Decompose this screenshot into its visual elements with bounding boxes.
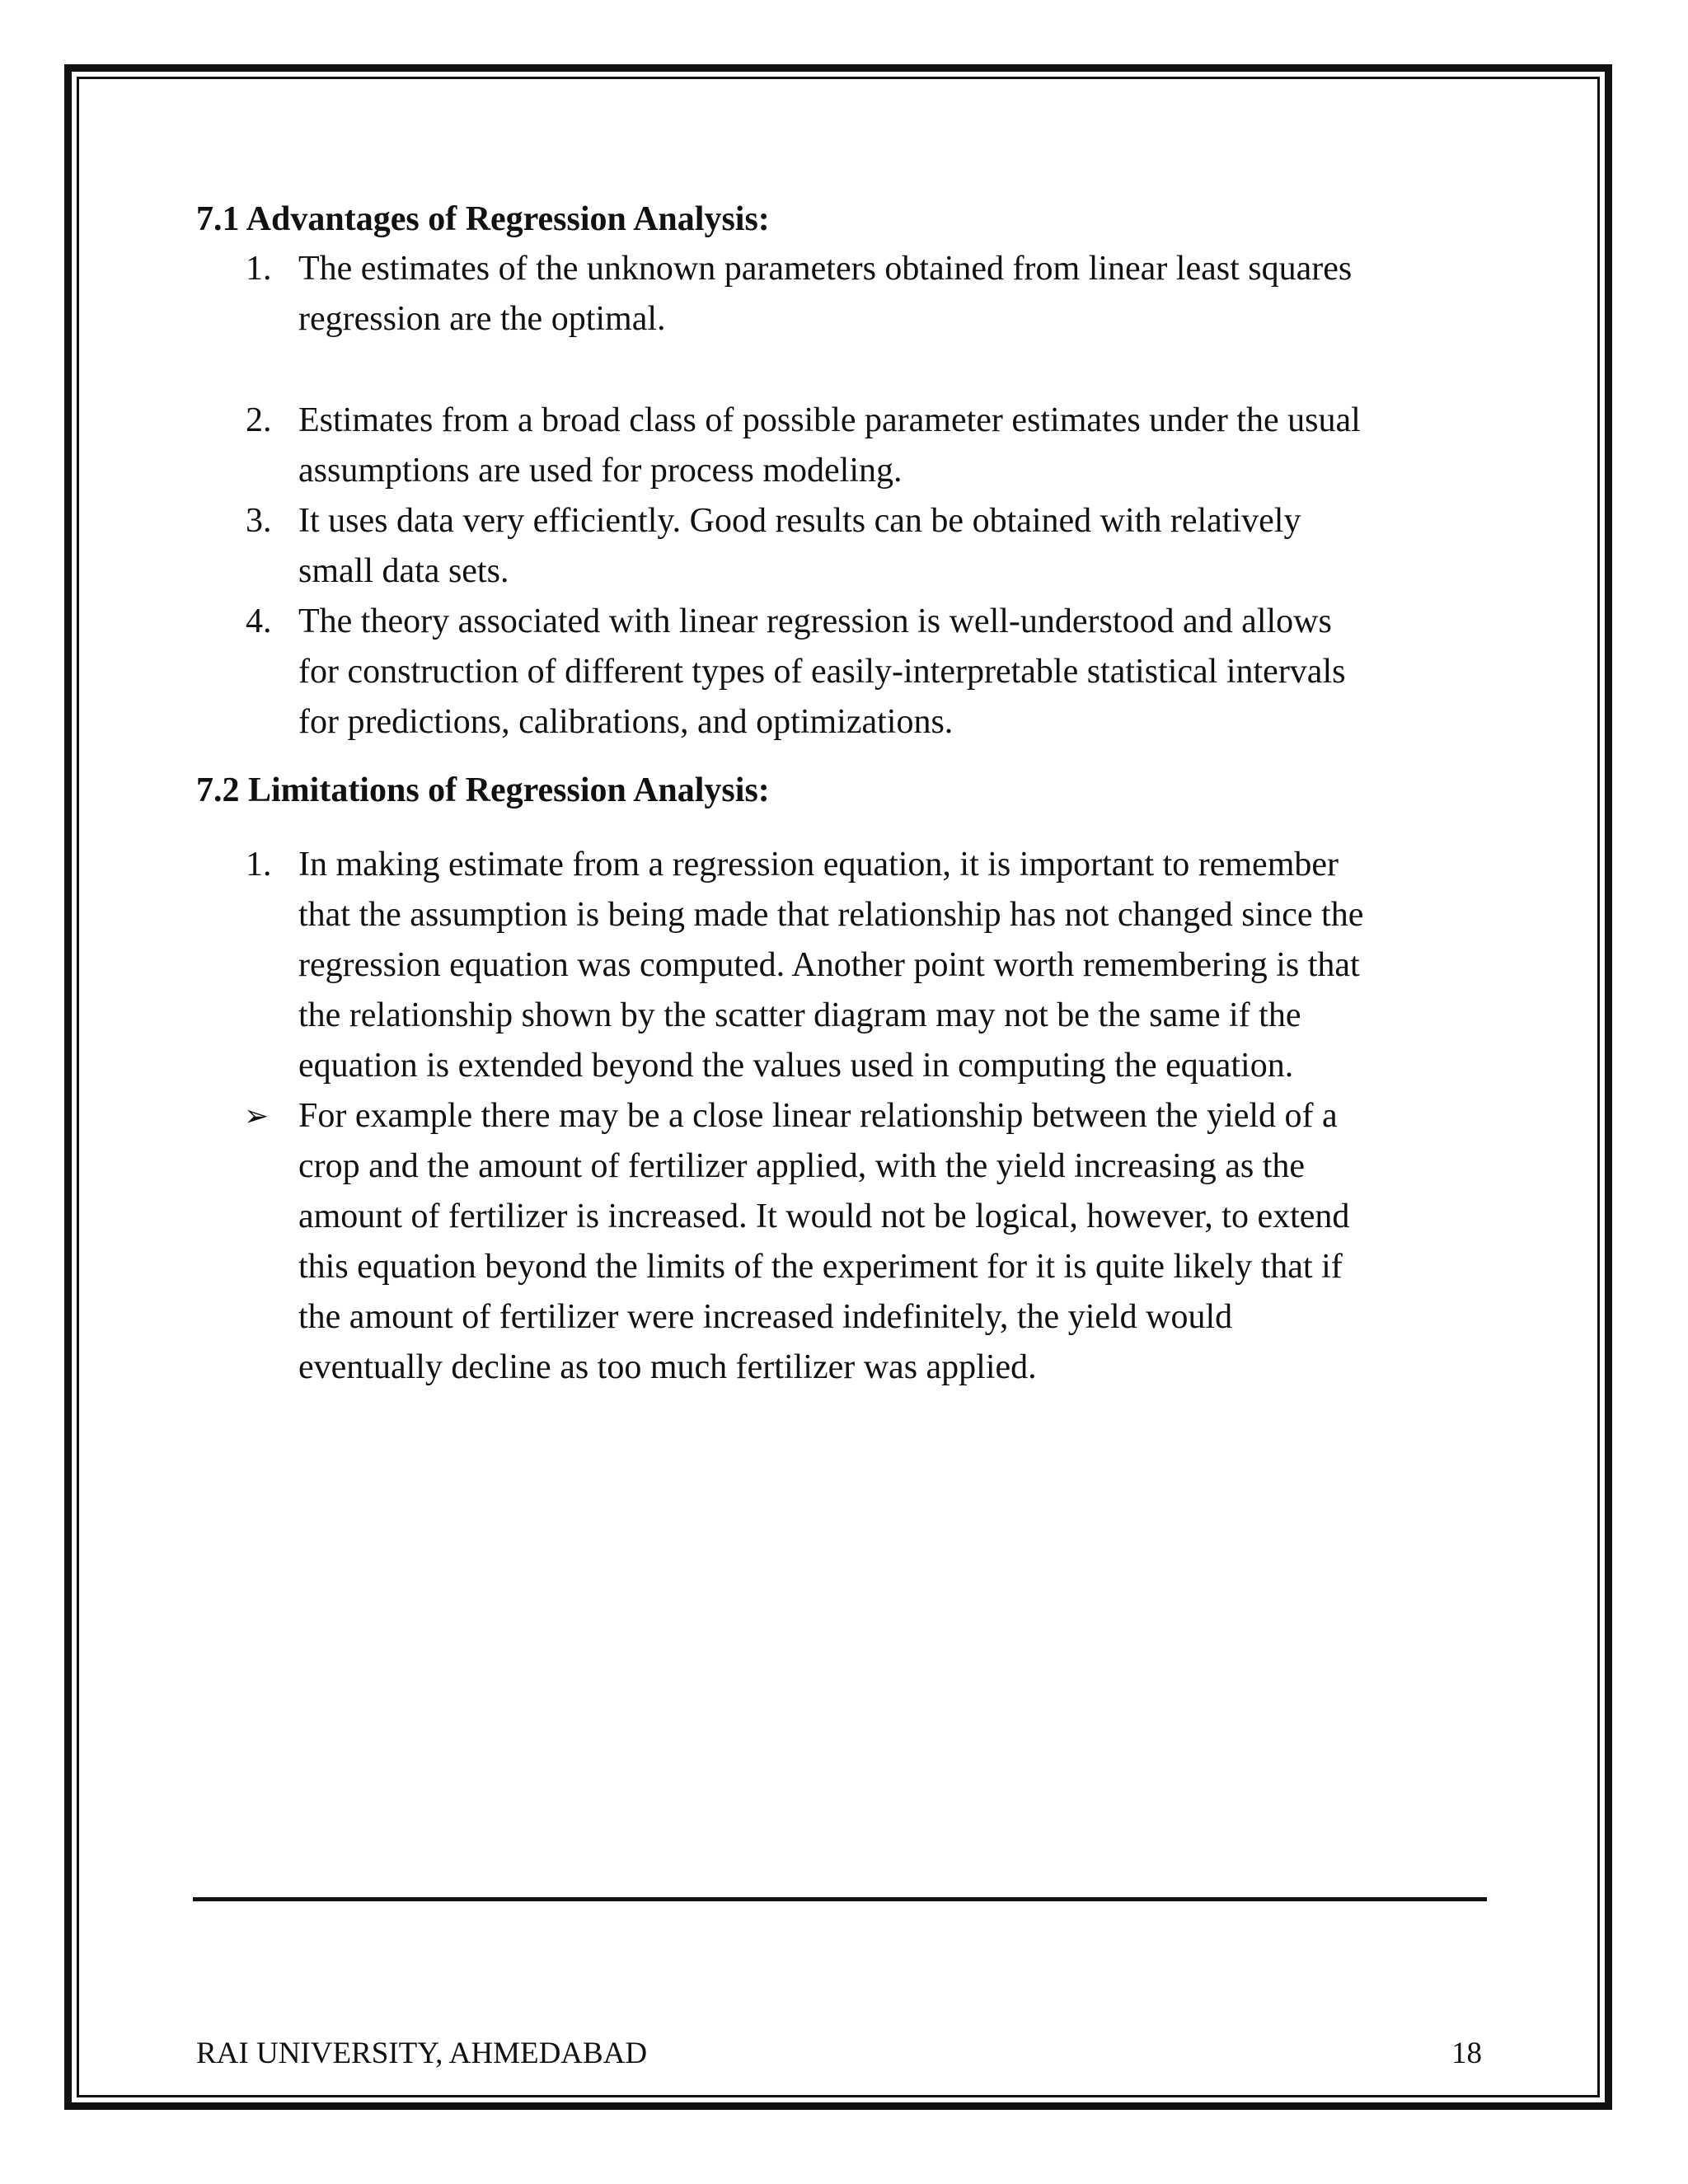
- list-item: [196, 597, 1515, 748]
- list-item: [196, 840, 1515, 1091]
- list-marker: 1.: [246, 846, 272, 883]
- list-line: small data sets.: [298, 552, 509, 590]
- list-item: [196, 496, 1515, 597]
- list-item: [196, 396, 1515, 496]
- list-line: Estimates from a broad class of possible parameter estimates under the usual: [298, 401, 1361, 439]
- list-line: regression equation was computed. Another point worth remembering is that: [298, 946, 1360, 984]
- footer-institution: RAI UNIVERSITY, AHMEDABAD: [196, 2036, 648, 2070]
- list-line: equation is extended beyond the values used in computing the equation.: [298, 1047, 1294, 1085]
- list-line: crop and the amount of fertilizer applied, with the yield increasing as the: [298, 1147, 1306, 1185]
- list-line: regression are the optimal.: [298, 300, 666, 338]
- list-line: The theory associated with linear regression is well-understood and allows: [298, 602, 1332, 640]
- list-item: [196, 1091, 1515, 1393]
- list-line: eventually decline as too much fertilizer was applied.: [298, 1348, 1037, 1386]
- list-line: the amount of fertilizer were increased indefinitely, the yield would: [298, 1298, 1233, 1336]
- list-line: the relationship shown by the scatter diagram may not be the same if the: [298, 996, 1301, 1034]
- list-marker: 4.: [246, 602, 272, 640]
- list-marker: 1.: [246, 250, 272, 288]
- section-heading-advantages: 7.1 Advantages of Regression Analysis:: [196, 200, 770, 238]
- section-heading-limitations: 7.2 Limitations of Regression Analysis:: [196, 771, 770, 809]
- list-line: The estimates of the unknown parameters obtained from linear least squares: [298, 250, 1353, 288]
- list-item: [196, 244, 1515, 344]
- limitations-list: [196, 840, 1515, 1393]
- list-line: for construction of different types of easily-interpretable statistical intervals: [298, 653, 1346, 691]
- list-line: this equation beyond the limits of the experiment for it is quite likely that if: [298, 1248, 1343, 1286]
- list-line: that the assumption is being made that relationship has not changed since the: [298, 896, 1364, 934]
- list-marker: 2.: [246, 401, 272, 439]
- list-line: for predictions, calibrations, and optimizations.: [298, 703, 954, 741]
- list-line: In making estimate from a regression equation, it is important to remember: [298, 846, 1339, 883]
- arrow-bullet-icon: ➢: [244, 1099, 270, 1133]
- list-line: assumptions are used for process modeling.: [298, 452, 903, 490]
- list-line: For example there may be a close linear relationship between the yield of a: [298, 1097, 1338, 1135]
- list-line: It uses data very efficiently. Good results can be obtained with relatively: [298, 502, 1301, 540]
- list-line: amount of fertilizer is increased. It would not be logical, however, to extend: [298, 1197, 1350, 1235]
- page-content: [196, 194, 1515, 1393]
- list-marker: 3.: [246, 502, 272, 540]
- page-number: 18: [1451, 2036, 1482, 2070]
- advantages-list: [196, 244, 1515, 748]
- footer-divider: [193, 1897, 1487, 1901]
